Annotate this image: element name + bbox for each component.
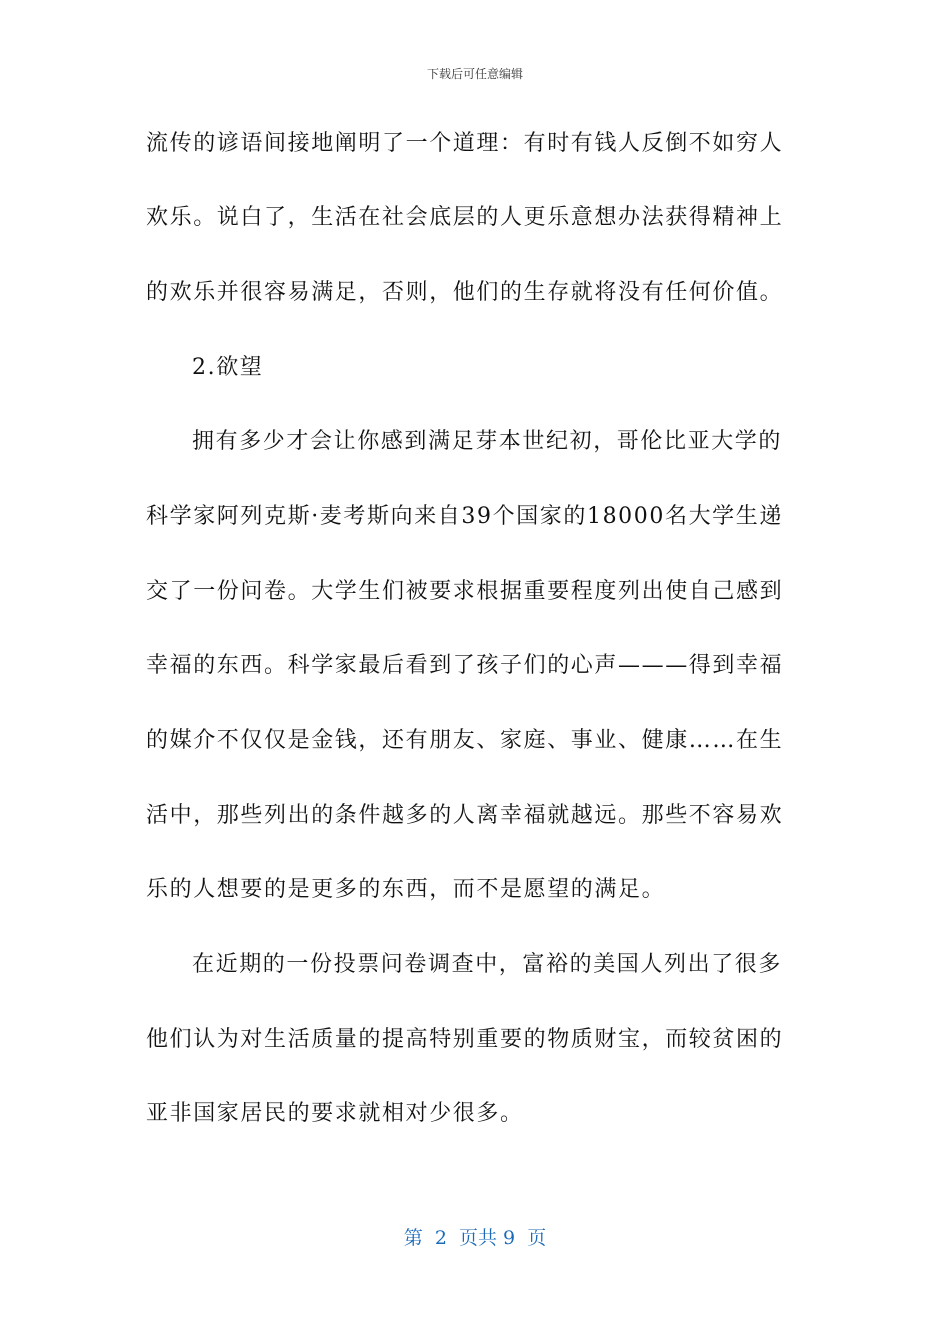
text-line: 活中，那些列出的条件越多的人离幸福就越远。那些不容易欢 xyxy=(146,803,784,828)
text-line: 流传的谚语间接地阐明了一个道理：有时有钱人反倒不如穷人 xyxy=(146,131,784,156)
text-line: 欢乐。说白了，生活在社会底层的人更乐意想办法获得精神上 xyxy=(146,205,784,230)
text-line: 交了一份问卷。大学生们被要求根据重要程度列出使自己感到 xyxy=(146,579,784,604)
text-line: 在近期的一份投票问卷调查中，富裕的美国人列出了很多 xyxy=(192,952,783,977)
text-line: 他们认为对生活质量的提高特别重要的物质财宝，而较贫困的 xyxy=(146,1027,784,1052)
section-heading: 2.欲望 xyxy=(192,355,264,380)
text-line: 亚非国家居民的要求就相对少很多。 xyxy=(146,1101,524,1126)
page-number-footer: 第 2 页共 9 页 xyxy=(403,1227,547,1249)
text-line: 的欢乐并很容易满足，否则，他们的生存就将没有任何价值。 xyxy=(146,280,784,305)
text-line: 科学家阿列克斯·麦考斯向来自39个国家的18000名大学生递 xyxy=(146,504,783,529)
text-line: 乐的人想要的是更多的东西，而不是愿望的满足。 xyxy=(146,877,666,902)
text-line: 幸福的东西。科学家最后看到了孩子们的心声———得到幸福 xyxy=(146,653,784,678)
text-line: 的媒介不仅仅是金钱，还有朋友、家庭、事业、健康……在生 xyxy=(146,728,784,753)
text-line: 拥有多少才会让你感到满足芽本世纪初，哥伦比亚大学的 xyxy=(192,429,783,454)
page-header-note: 下载后可任意编辑 xyxy=(426,67,523,81)
